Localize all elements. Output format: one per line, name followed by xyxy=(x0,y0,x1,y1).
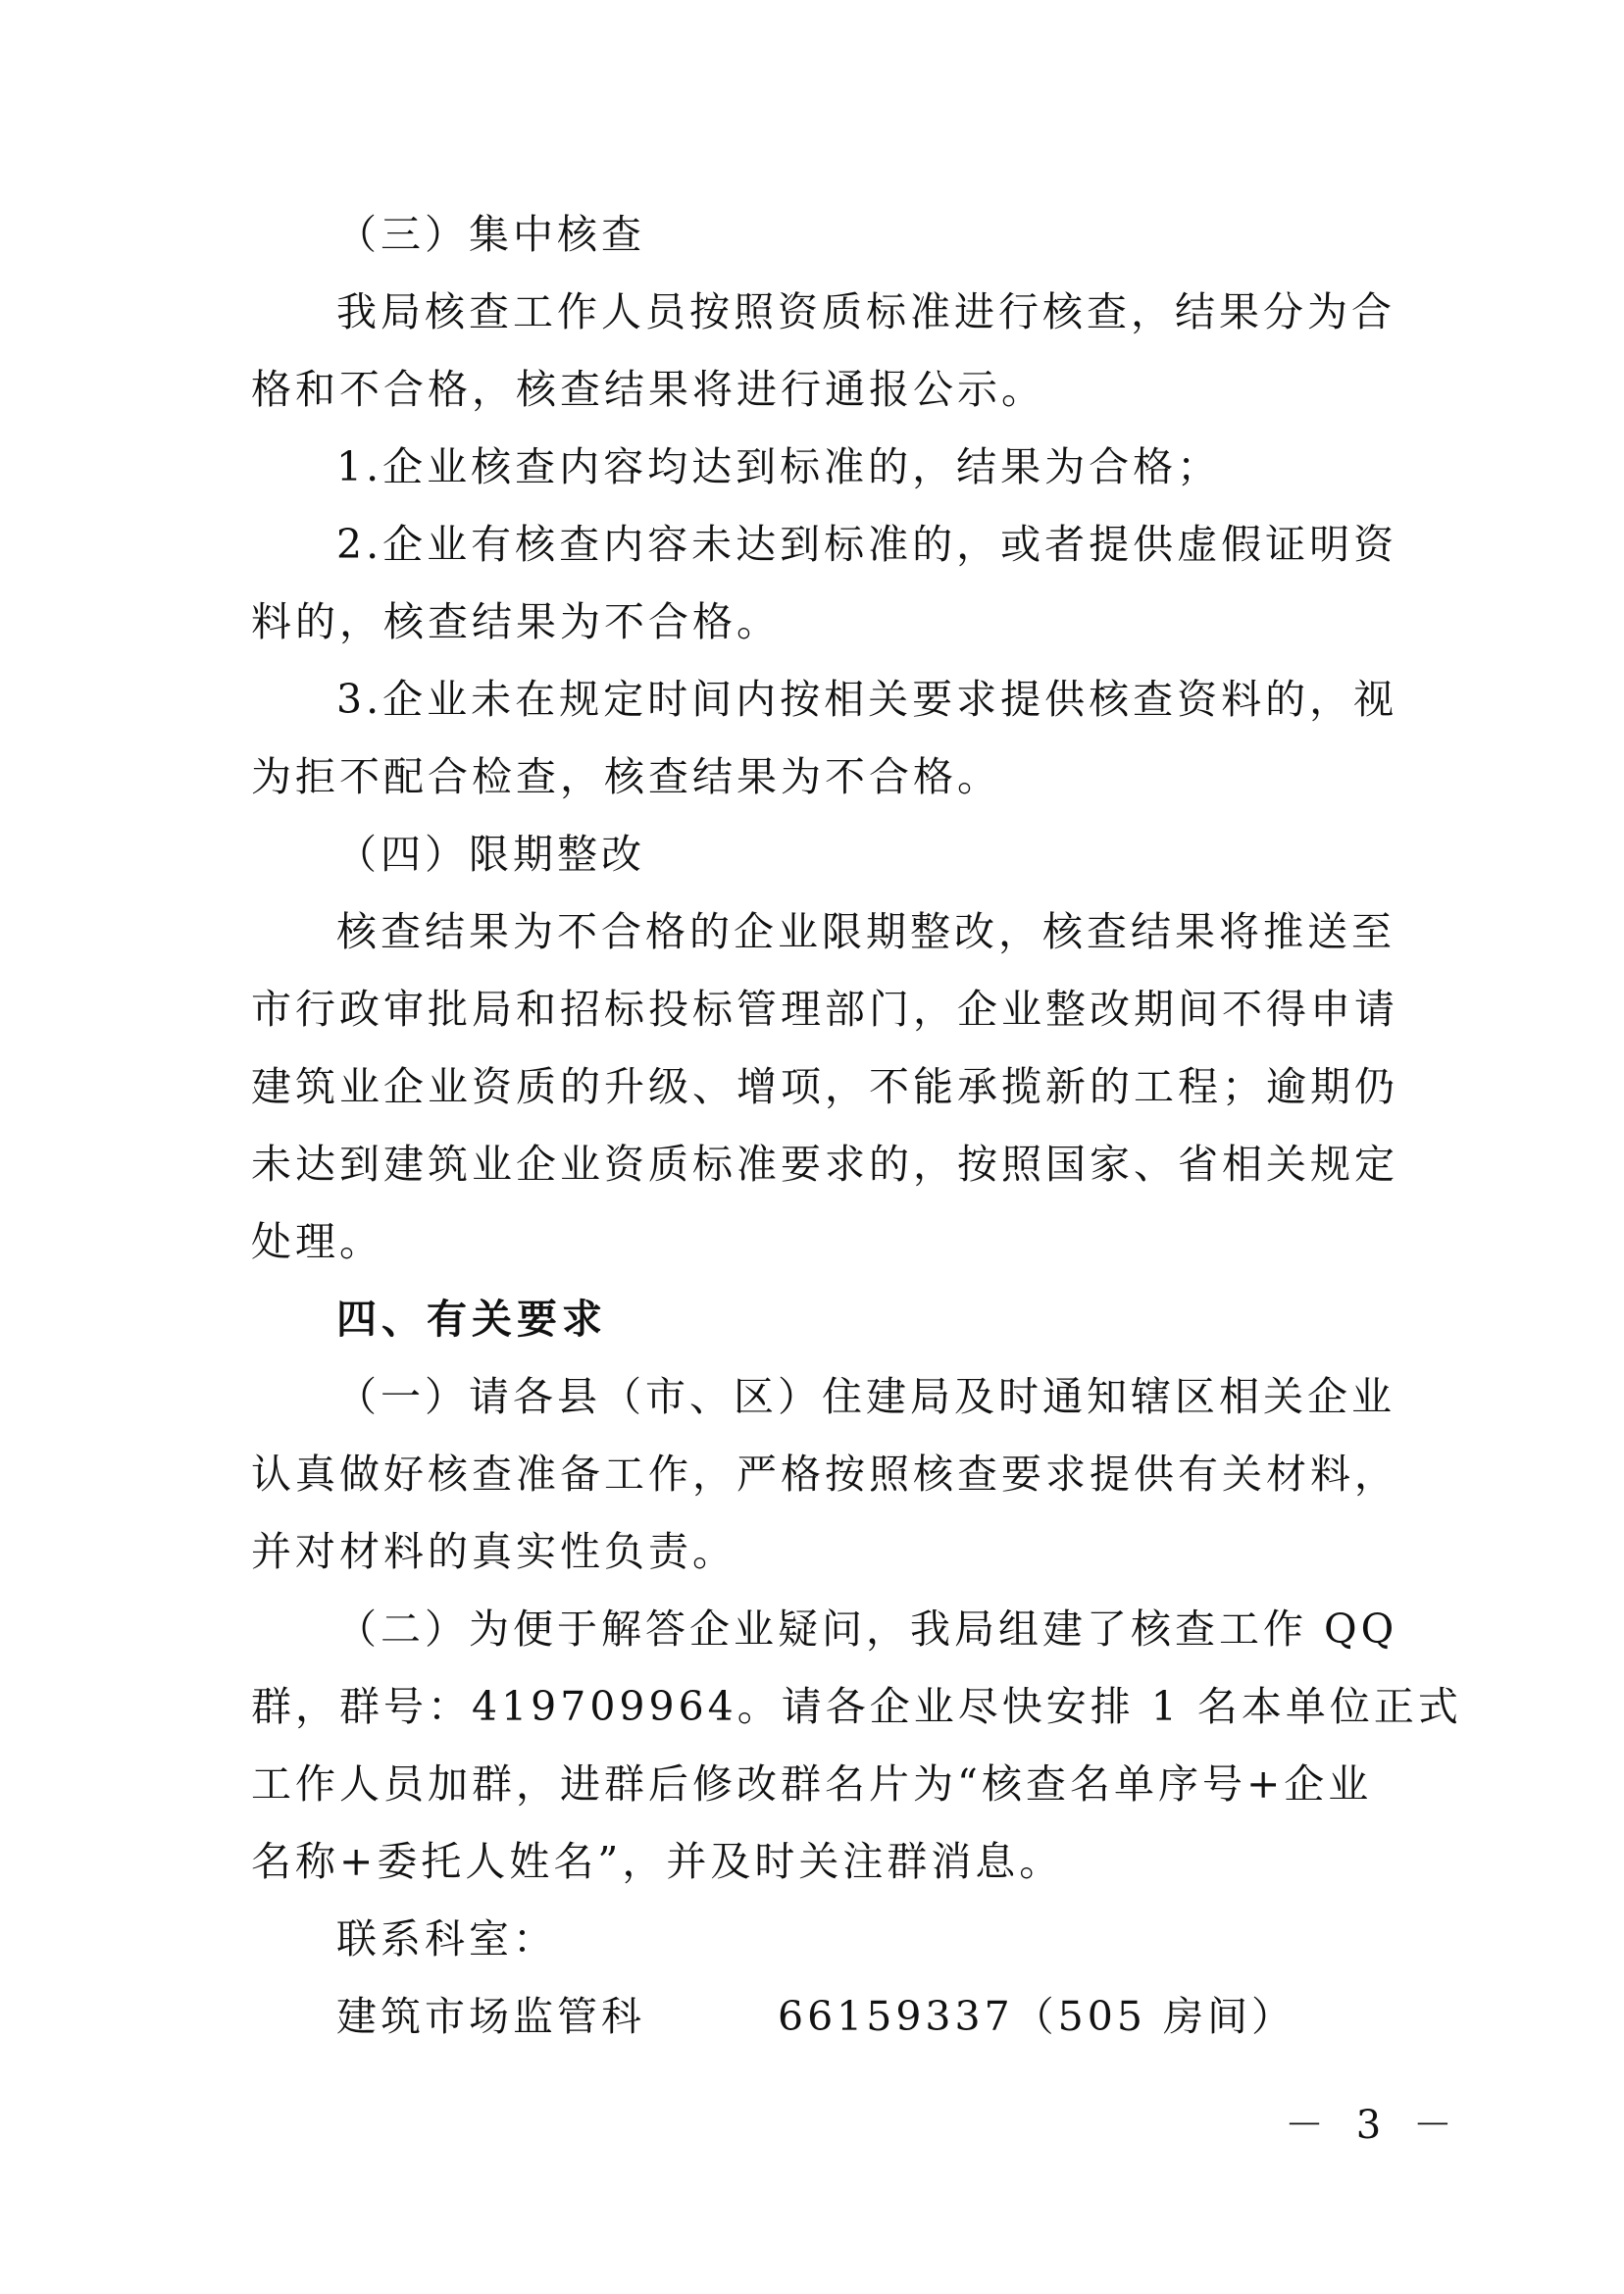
contact-row xyxy=(251,1978,1394,2056)
paragraph-line: 核查结果为不合格的企业限期整改，核查结果将推送至 xyxy=(336,908,1396,955)
contact-label: 联系科室： xyxy=(336,1915,557,1963)
requirement-2-continued: 名称+委托人姓名”，并及时关注群消息。 xyxy=(251,1838,1064,1885)
paragraph-line: 格和不合格，核查结果将进行通报公示。 xyxy=(251,366,1045,413)
requirement-1-continued: 并对材料的真实性负责。 xyxy=(251,1528,736,1575)
requirement-2-continued: 群，群号：419709964。请各企业尽快安排 1 名本单位正式 xyxy=(251,1683,1462,1730)
requirement-2: （二）为便于解答企业疑问，我局组建了核查工作 QQ xyxy=(336,1606,1398,1653)
list-item-3: 3.企业未在规定时间内按相关要求提供核查资料的，视 xyxy=(336,676,1398,723)
paragraph-line: 处理。 xyxy=(251,1218,383,1265)
paragraph-line: 建筑业企业资质的升级、增项，不能承揽新的工程；逾期仍 xyxy=(251,1063,1398,1110)
list-item-2: 2.企业有核查内容未达到标准的，或者提供虚假证明资 xyxy=(336,521,1398,568)
part-4-heading: 四、有关要求 xyxy=(336,1296,607,1343)
section-3-title: （三）集中核查 xyxy=(336,211,645,258)
section-4-title: （四）限期整改 xyxy=(336,831,645,878)
list-item-3-continued: 为拒不配合检查，核查结果为不合格。 xyxy=(251,753,1001,800)
requirement-2-continued: 工作人员加群，进群后修改群名片为“核查名单序号+企业 xyxy=(251,1760,1373,1808)
document-body xyxy=(251,196,1462,2056)
paragraph-line: 未达到建筑业企业资质标准要求的，按照国家、省相关规定 xyxy=(251,1141,1398,1188)
contact-phone: 66159337（505 房间） xyxy=(778,1993,1295,2040)
list-item-2-continued: 料的，核查结果为不合格。 xyxy=(251,598,781,645)
contact-department: 建筑市场监管科 xyxy=(336,1993,645,2040)
requirement-1: （一）请各县（市、区）住建局及时通知辖区相关企业 xyxy=(336,1373,1396,1420)
requirement-1-continued: 认真做好核查准备工作，严格按照核查要求提供有关材料， xyxy=(251,1451,1398,1498)
paragraph-line: 我局核查工作人员按照资质标准进行核查，结果分为合 xyxy=(336,288,1396,335)
list-item-1: 1.企业核查内容均达到标准的，结果为合格； xyxy=(336,443,1222,490)
paragraph-line: 市行政审批局和招标投标管理部门，企业整改期间不得申请 xyxy=(251,986,1398,1033)
page-number: － 3 － xyxy=(1285,2103,1462,2148)
